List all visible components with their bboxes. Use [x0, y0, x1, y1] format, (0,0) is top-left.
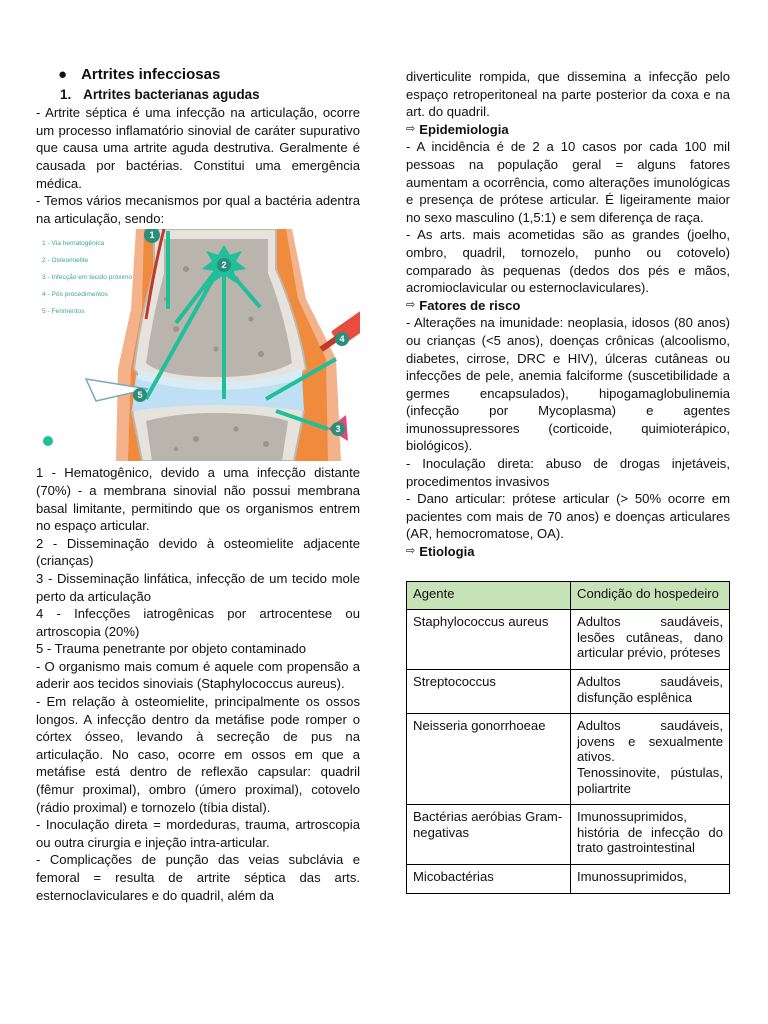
table-row — [407, 805, 730, 865]
paragraph: - As arts. mais acometidas são as grandes (joelho, ombro, quadril, tornozelo, punho ou cotovelo) comparado às pequenas (dedos dos pés e mãos, acromioclavicular ou esternoclaviculares). — [406, 227, 730, 296]
arrow-right-icon: ⇨ — [406, 298, 416, 311]
paragraph: - Complicações de punção das veias subclávia e femoral = resulta de artrite séptica das arts. esternoclaviculares e do quadril, além da — [36, 852, 360, 903]
arrow-right-icon: ⇨ — [406, 545, 416, 558]
table-row — [407, 670, 730, 714]
table-cell: Adultos saudáveis, disfunção esplênica — [571, 670, 730, 714]
table-header-cell: Condição do hospedeiro — [571, 581, 730, 610]
heading-text: Artrites infecciosas — [81, 66, 221, 83]
badge-2: 2 — [221, 260, 227, 271]
subheading-number: 1. — [60, 86, 72, 102]
badge-5: 5 — [137, 390, 143, 401]
legend-item: 2 - Osteomielite — [42, 257, 89, 265]
joint-infection-figure — [36, 229, 360, 461]
left-column — [36, 66, 360, 904]
table-cell: Imunossuprimidos, história de infecção do trato gastrointestinal — [571, 805, 730, 865]
section-title: Etiologia — [419, 544, 475, 560]
section-title: Epidemiologia — [419, 121, 509, 137]
paragraph: - Artrite séptica é uma infecção na articulação, ocorre um processo inflamatório sinovial de caráter supurativo que causa uma artrite aguda destrutiva. Geralmente é causada por bactérias. Constitui uma emergência médica. — [36, 105, 360, 191]
table-cell: Adultos saudáveis, jovens e sexualmente ativos. Tenossinovite, pústulas, poliartrite — [571, 714, 730, 805]
badge-1: 1 — [149, 230, 155, 241]
table-cell: Staphylococcus aureus — [407, 610, 571, 670]
section-title: Fatores de risco — [419, 297, 521, 313]
table-cell: Bactérias aeróbias Gram-negativas — [407, 805, 571, 865]
paragraph: - Em relação à osteomielite, principalmente os ossos longos. A infecção dentro da metáfise pode romper o córtex ósseo, levando à secreção de pus na articulação. No caso, ocorre em ossos em que a metáfise está dentro de reflexão capsular: quadril (fêmur proximal), ombro (úmero proximal), cotovelo (rádio proximal) e tornozelo (tíbia distal). — [36, 694, 360, 815]
table-cell: Imunossuprimidos, — [571, 864, 730, 893]
badge-4: 4 — [339, 334, 345, 345]
table-header-cell: Agente — [407, 581, 571, 610]
etiology-table — [406, 581, 730, 894]
legend-item: 4 - Pós procedimentos — [42, 291, 108, 299]
paragraph: - Alterações na imunidade: neoplasia, idosos (80 anos) ou crianças (<5 anos), doenças crônicas (alcoolismo, diabetes, cirrose, DRC e HIV), úlceras cutâneas ou infecções de pele, anemia falciforme (suscetibilidade a germes encapsulados), hipogamaglobulinemia (infecção por Mycoplasma) e agentes imunossupressores (corticoide, quimioterápico, biológicos). — [406, 315, 730, 454]
table-row — [407, 610, 730, 670]
section-fatores-de-risco — [406, 297, 730, 315]
section-etiologia — [406, 543, 730, 561]
paragraph: - Temos vários mecanismos por qual a bactéria adentra na articulação, sendo: — [36, 193, 360, 226]
paragraph: - Dano articular: prótese articular (> 50% ocorre em pacientes com mais de 70 anos) e doenças articulares (AR, hemocromatose, OA). — [406, 491, 730, 542]
continuation-paragraph: diverticulite rompida, que dissemina a infecção pelo espaço retroperitoneal na parte posterior da coxa e na art. do quadril. — [406, 69, 730, 120]
table-cell: Streptococcus — [407, 670, 571, 714]
legend-item: 1 - Via hematogênica — [42, 240, 105, 248]
paragraph: 1 - Hematogênico, devido a uma infecção distante (70%) - a membrana sinovial não possui membrana basal limitante, permitindo que os organismos entrem no espaço articular. — [36, 465, 360, 534]
table-row — [407, 714, 730, 805]
table-cell: Neisseria gonorrhoeae — [407, 714, 571, 805]
paragraph: 5 - Trauma penetrante por objeto contaminado — [36, 641, 307, 657]
legend-item: 5 - Ferimentos — [42, 308, 85, 316]
arrow-right-icon: ⇨ — [406, 122, 416, 135]
brand-logo-icon — [43, 436, 53, 446]
paragraph: - Inoculação direta = mordeduras, trauma, artroscopia ou outra cirurgia e injeção intra-articular. — [36, 817, 360, 850]
paragraph: - O organismo mais comum é aquele com propensão a aderir aos tecidos sinoviais (Staphylococcus aureus). — [36, 658, 360, 692]
paragraph: 2 - Disseminação devido à osteomielite adjacente (crianças) — [36, 535, 360, 569]
badge-3: 3 — [335, 424, 341, 435]
heading-bullet: ● — [58, 66, 68, 83]
section-epidemiologia — [406, 121, 730, 139]
paragraph: - Inoculação direta: abuso de drogas injetáveis, procedimentos invasivos — [406, 456, 730, 489]
paragraph: 3 - Disseminação linfática, infecção de um tecido mole perto da articulação — [36, 570, 360, 604]
paragraph: - A incidência é de 2 a 10 casos por cada 100 mil pessoas na população geral = alguns fatores aumentam a ocorrência, como alterações imunológicas e presença de prótese articular. É ligeiramente maior no sexo masculino (1,5:1) e sem diferença de raça. — [406, 139, 730, 225]
subheading-text: Artrites bacterianas agudas — [83, 86, 260, 102]
subheading — [60, 86, 360, 104]
table-row — [407, 864, 730, 893]
paragraph: 4 - Infecções iatrogênicas por artrocentese ou artroscopia (20%) — [36, 606, 360, 639]
right-column — [406, 68, 730, 894]
table-header-row — [407, 581, 730, 610]
main-heading — [58, 66, 360, 84]
table-cell: Micobactérias — [407, 864, 571, 893]
figure-legend — [42, 235, 132, 320]
table-cell: Adultos saudáveis, lesões cutâneas, dano articular prévio, próteses — [571, 610, 730, 670]
legend-item: 3 - Infecção em tecido próximo — [42, 274, 133, 282]
